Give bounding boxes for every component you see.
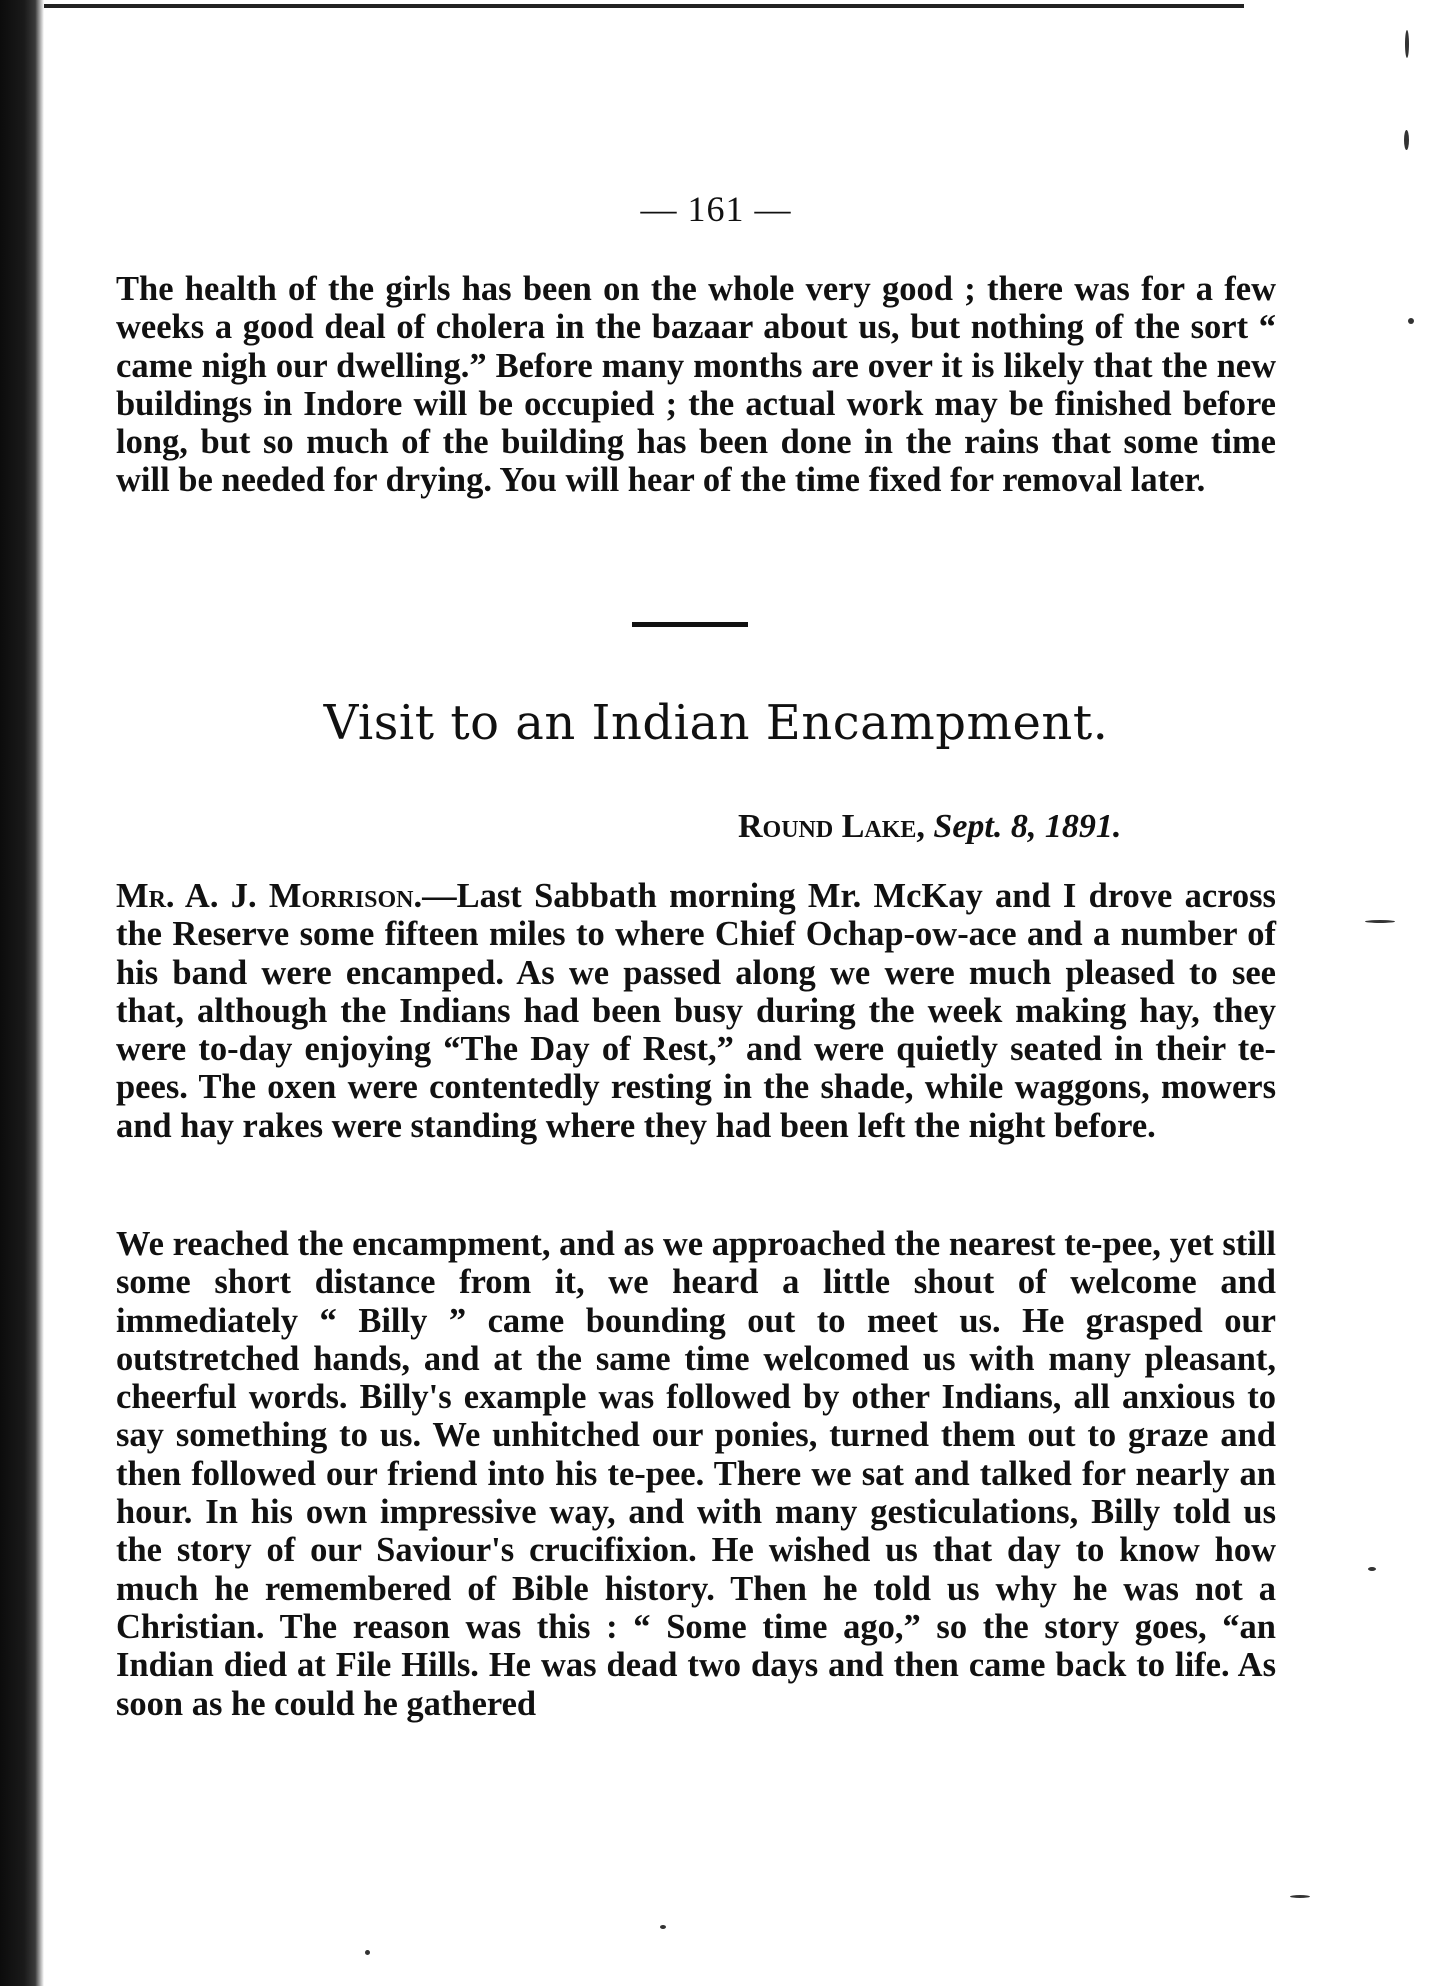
- scan-speck: [365, 1950, 370, 1955]
- section-separator-rule: [632, 622, 748, 627]
- scan-speck: [1408, 318, 1414, 324]
- dateline-date: Sept. 8, 1891.: [933, 808, 1122, 845]
- article-paragraph-1-text: —Last Sabbath morning Mr. McKay and I drove across the Reserve some fifteen miles to where Chief Ochap-ow-ace and a number of his band were encamped. As we passed along we were much pleased to see that, although the Indians had been busy during the week making hay, they were to-day enjoying “The Day of Rest,” and were quietly seated in their te-pees. The oxen were contentedly resting in the shade, while waggons, mowers and hay rakes were standing where they had been left the night before.: [116, 877, 1276, 1145]
- article-paragraph-2: We reached the encampment, and as we approached the nearest te-pee, yet still some short distance from it, we heard a little shout of welcome and immediately “ Billy ” came bounding out to meet us. He grasped our outstretched hands, and at the same time welcomed us with many pleasant, cheerful words. Billy's example was followed by other Indians, all anxious to say something to us. We unhitched our ponies, turned them out to graze and then followed our friend into his te-pee. There we sat and talked for nearly an hour. In his own impressive way, and with many gesticulations, Billy told us the story of our Saviour's crucifixion. He wished us that day to know how much he remembered of Bible history. Then he told us why he was not a Christian. The reason was this : “ Some time ago,” so the story goes, “an Indian died at File Hills. He was dead two days and then came back to life. As soon as he could he gathered: [116, 1225, 1276, 1723]
- article-paragraph-1: [116, 877, 1276, 1145]
- scan-speck: [1365, 920, 1395, 923]
- scan-speck: [1368, 1567, 1376, 1571]
- scan-speck: [1405, 30, 1409, 58]
- dateline-place: Round Lake,: [738, 808, 925, 845]
- article-title: Visit to an Indian Encampment.: [323, 695, 1109, 751]
- scan-binding-edge: [0, 0, 44, 1986]
- scan-speck: [1404, 130, 1409, 150]
- intro-paragraph: The health of the girls has been on the whole very good ; there was for a few weeks a good deal of cholera in the bazaar about us, but nothing of the sort “ came nigh our dwelling.” Before many months are over it is likely that the new buildings in Indore will be occupied ; the actual work may be finished before long, but so much of the building has been done in the rains that some time will be needed for drying. You will hear of the time fixed for removal later.: [116, 270, 1276, 500]
- scan-speck: [1290, 1895, 1310, 1898]
- page-number: — 161 —: [640, 189, 792, 229]
- scan-top-border: [44, 4, 1244, 8]
- speaker-name: Mr. A. J. Morrison.: [116, 877, 423, 915]
- article-dateline: [738, 808, 1121, 846]
- scan-speck: [660, 1925, 666, 1929]
